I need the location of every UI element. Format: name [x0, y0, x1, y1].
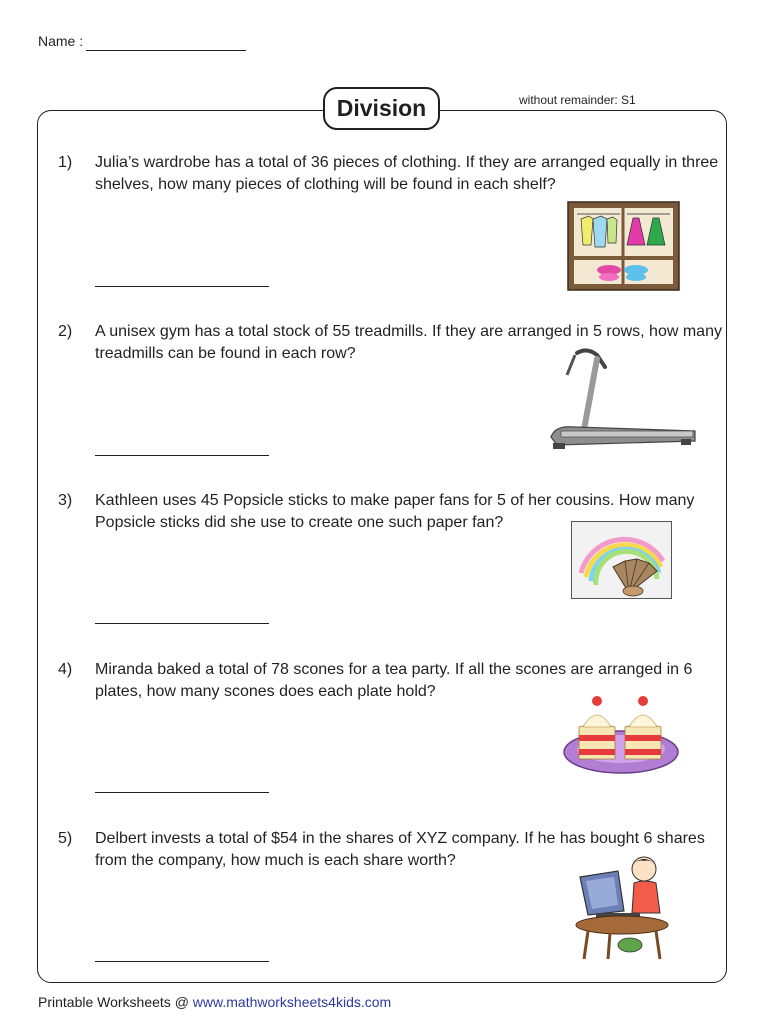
answer-line-1[interactable]: [95, 286, 269, 287]
name-answer-line[interactable]: [86, 50, 246, 51]
page-title: Division: [323, 87, 440, 130]
question-text: Delbert invests a total of $54 in the shares of XYZ company. If he has bought 6 shares from the company, how much is each share worth?: [95, 830, 705, 869]
answer-line-3[interactable]: [95, 623, 269, 624]
name-row: [38, 33, 83, 49]
question-text: Julia’s wardrobe has a total of 36 pieces of clothing. If they are arranged equally in three shelves, how many pieces of clothing will be found in each shelf?: [95, 154, 719, 193]
question-number: 1): [58, 154, 73, 171]
boy-computer-picture: [574, 853, 670, 963]
scones-plate-picture: [563, 689, 680, 775]
footer: [38, 994, 391, 1010]
answer-line-2[interactable]: [95, 455, 269, 456]
question-number: 4): [58, 661, 73, 678]
question-number: 5): [58, 830, 73, 847]
name-label: Name :: [38, 33, 84, 49]
footer-link[interactable]: www.mathworksheets4kids.com: [192, 994, 392, 1010]
paper-fan-picture: [571, 521, 672, 599]
question-text: Miranda baked a total of 78 scones for a tea party. If all the scones are arranged in 6 plates, how many scones does each plate hold?: [95, 661, 693, 700]
question-number: 2): [58, 323, 73, 340]
treadmill-picture: [547, 345, 697, 453]
answer-line-5[interactable]: [95, 961, 269, 962]
answer-line-4[interactable]: [95, 792, 269, 793]
worksheet-subtitle: without remainder: S1: [519, 93, 636, 107]
footer-prefix: Printable Worksheets @: [38, 994, 189, 1010]
wardrobe-picture: [567, 201, 680, 291]
question-number: 3): [58, 492, 73, 509]
question-text: A unisex gym has a total stock of 55 treadmills. If they are arranged in 5 rows, how many treadmills can be found in each row?: [95, 323, 722, 362]
question-text: Kathleen uses 45 Popsicle sticks to make paper fans for 5 of her cousins. How many Popsicle sticks did she use to create one such paper fan?: [95, 492, 695, 531]
